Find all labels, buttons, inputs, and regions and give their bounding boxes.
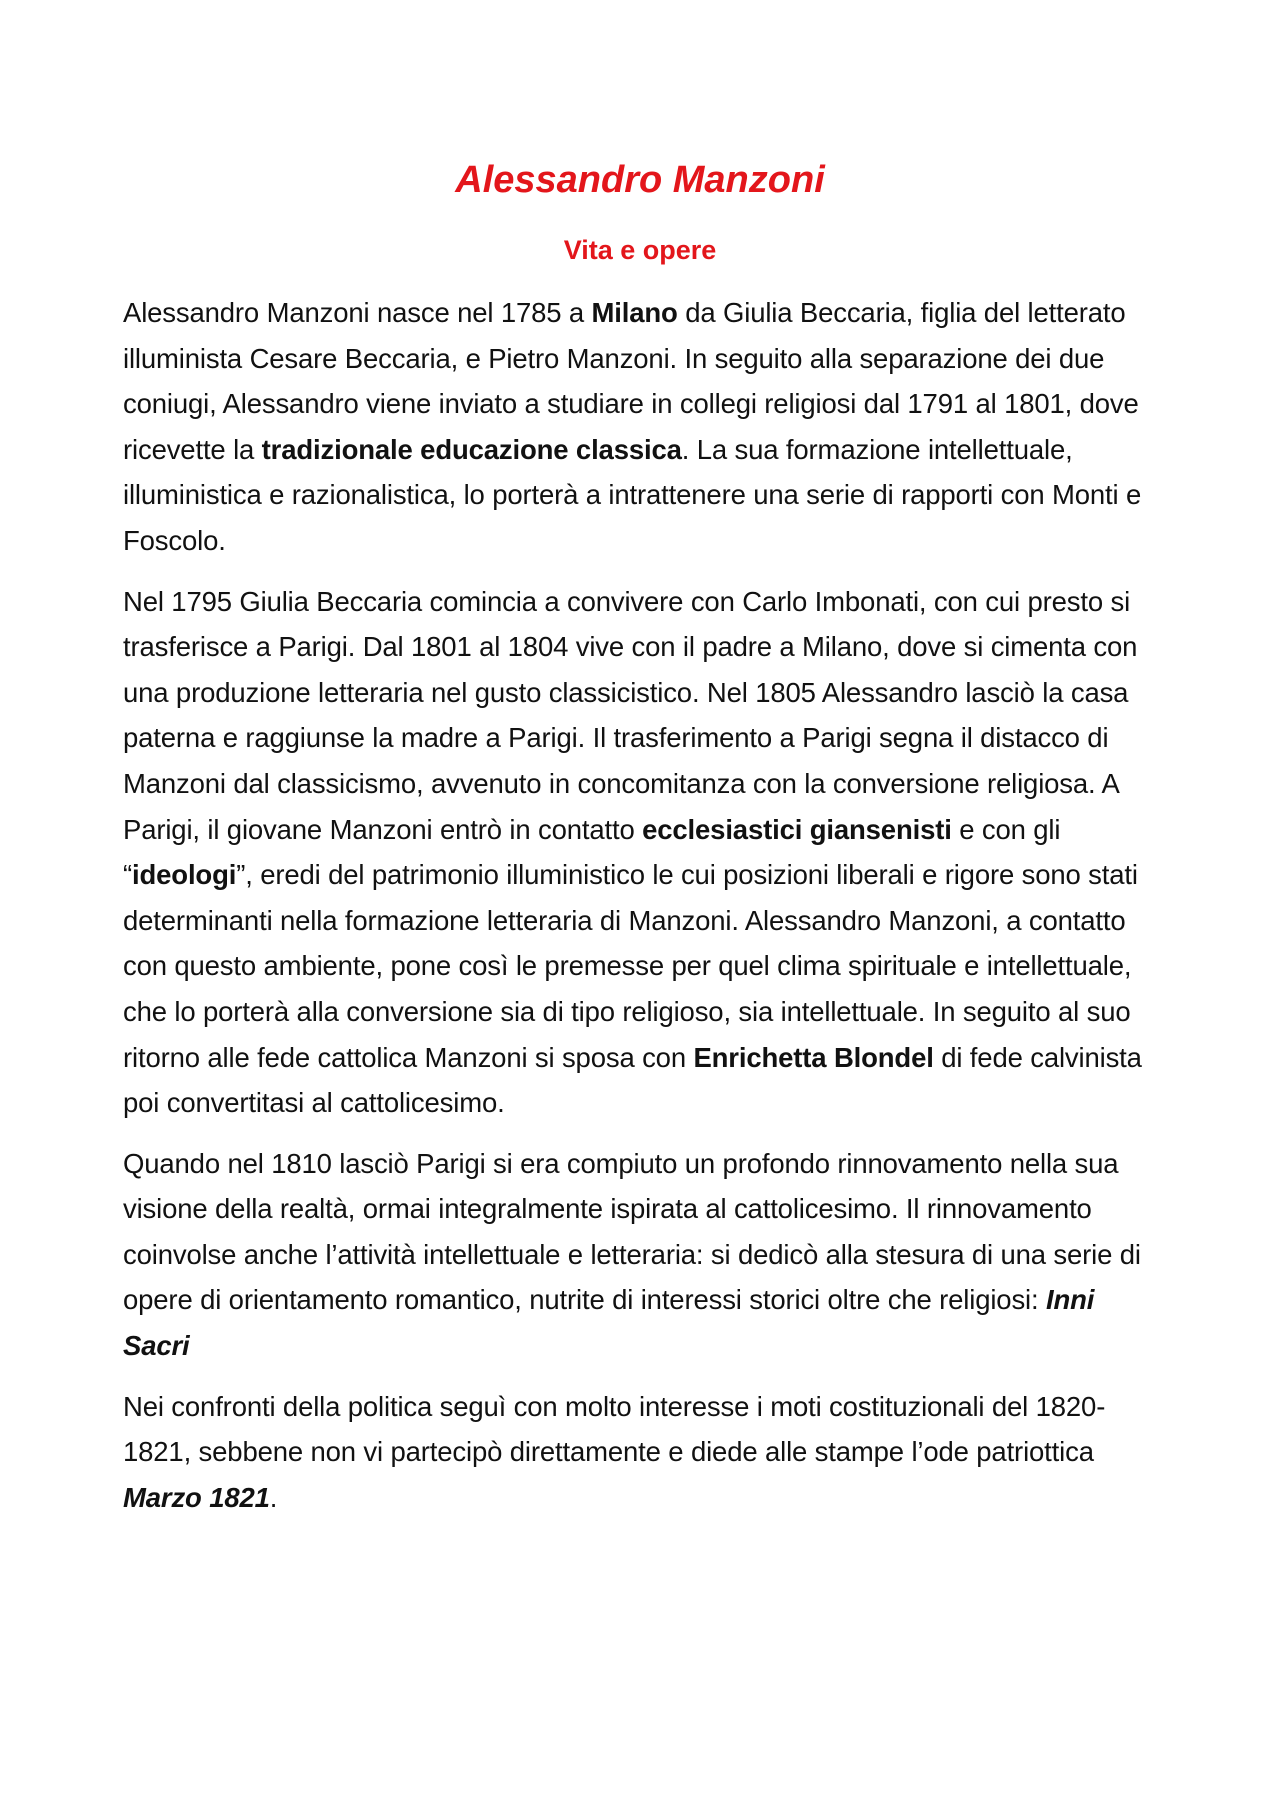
document-body xyxy=(123,290,1163,1535)
text-span: ”, eredi del patrimonio illuministico le cui posizioni liberali e rigore sono stati determinanti nella formazione letteraria di Manzoni. Alessandro Manzoni, a contatto con questo ambiente, pone così le premesse per quel clima spirituale e intellettuale, che lo porterà alla conversione sia di tipo religioso, sia intellettuale. In seguito al suo ritorno alle fede cattolica Manzoni si sposa con xyxy=(123,859,1138,1073)
text-span: Nel 1795 Giulia Beccaria comincia a convivere con Carlo Imbonati, con cui presto si trasferisce a Parigi. Dal 1801 al 1804 vive con il padre a Milano, dove si cimenta con una produzione letteraria nel gusto classicistico. Nel 1805 Alessandro lasciò la casa paterna e raggiunse la madre a Parigi. Il trasferimento a Parigi segna il distacco di Manzoni dal classicismo, avvenuto in concomitanza con la conversione religiosa. A Parigi, il giovane Manzoni entrò in contatto xyxy=(123,585,1138,845)
bold-italic-span: Marzo 1821 xyxy=(123,1481,270,1513)
text-span: . xyxy=(269,1481,278,1513)
text-span: . La sua formazione intellettuale, illuministica e razionalistica, lo porterà a intrattenere una serie di rapporti con Monti e Foscolo. xyxy=(123,433,1142,556)
page-subtitle: Vita e opere xyxy=(563,235,717,265)
page-title: Alessandro Manzoni xyxy=(455,159,825,201)
text-span: e con gli “ xyxy=(123,813,1061,891)
text-span: da Giulia Beccaria, figlia del letterato illuminista Cesare Beccaria, e Pietro Manzoni. In seguito alla separazione dei due coniugi, Alessandro viene inviato a studiare in collegi religiosi dal 1791 al 1801, dove ricevette la xyxy=(123,297,1139,465)
bold-span: Milano xyxy=(591,297,678,328)
bold-span: ideologi xyxy=(132,859,237,891)
text-span: Quando nel 1810 lasciò Parigi si era compiuto un profondo rinnovamento nella sua visione della realtà, ormai integralmente ispirata al cattolicesimo. Il rinnovamento coinvolse anche l’attività intellettuale e letteraria: si dedicò alla stesura di una serie di opere di orientamento romantico, nutrite di interessi storici oltre che religiosi: xyxy=(123,1147,1141,1316)
bold-span: Enrichetta Blondel xyxy=(693,1041,934,1073)
paragraph-1 xyxy=(123,290,1163,564)
text-span: Alessandro Manzoni nasce nel 1785 a xyxy=(123,297,592,328)
bold-span: tradizionale educazione classica xyxy=(261,433,682,465)
text-span: di fede calvinista poi convertitasi al cattolicesimo. xyxy=(123,1041,1142,1119)
bold-italic-span: Inni Sacri xyxy=(123,1284,1095,1362)
bold-span: ecclesiastici giansenisti xyxy=(642,813,952,845)
text-span: Nei confronti della politica seguì con molto interesse i moti costituzionali del 1820-1821, sebbene non vi partecipò direttamente e diede alle stampe l’ode patriottica xyxy=(123,1390,1106,1468)
paragraph-2 xyxy=(123,579,1163,1126)
paragraph-3 xyxy=(123,1141,1163,1369)
paragraph-4 xyxy=(123,1384,1163,1521)
